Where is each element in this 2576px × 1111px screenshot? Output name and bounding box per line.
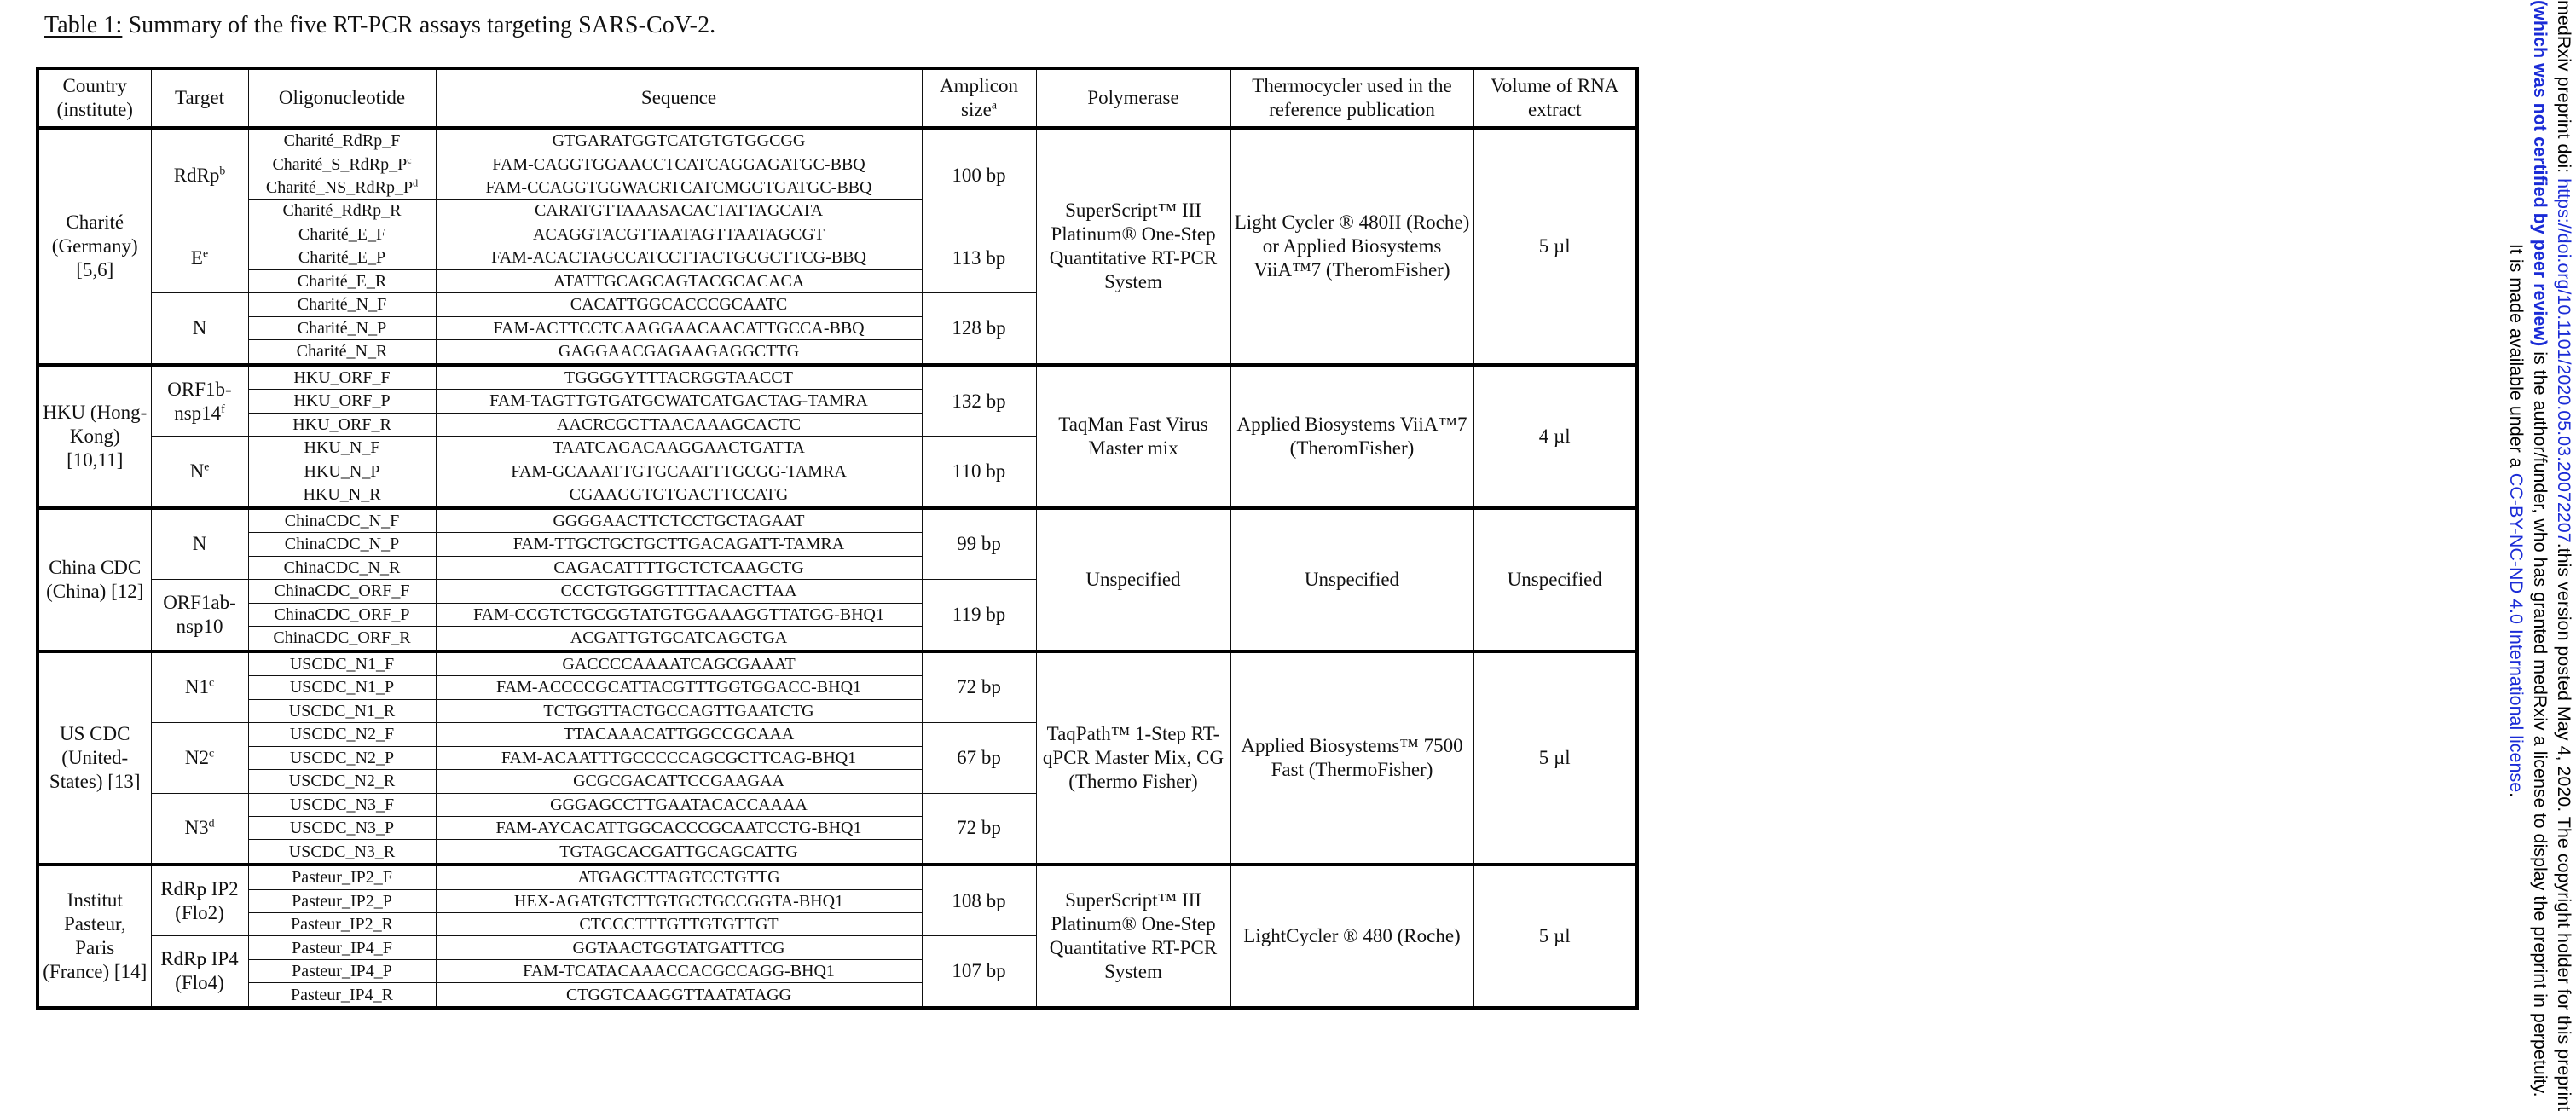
target-footnote: d [208,816,215,830]
cell-sequence: CTGGTCAAGGTTAATATAGG [436,983,922,1008]
cell-target [151,580,248,651]
cell-oligonucleotide [248,223,436,246]
sidenote-line-3 [2504,0,2528,1041]
sidenote-availability: It is made available under a [2506,243,2527,473]
cell-amplicon: 67 bp [922,723,1036,793]
cell-sequence: FAM-CCAGGTGGWACRTCATCMGGTGATGC-BBQ [436,176,922,199]
target-name: N [192,317,207,339]
cell-polymerase: Unspecified [1036,508,1230,651]
cell-oligonucleotide [248,676,436,699]
cell-oligonucleotide [248,817,436,840]
cell-sequence: TAATCAGACAAGGAACTGATTA [436,437,922,460]
oligo-name: USCDC_N3_P [289,819,395,838]
cell-country: China CDC (China) [12] [38,508,151,651]
oligo-name: HKU_ORF_R [292,414,391,434]
license-link[interactable]: CC-BY-NC-ND 4.0 International license [2506,472,2527,793]
cell-volume: 5 µl [1473,865,1637,1008]
assay-group [38,651,1637,865]
oligo-name: Pasteur_IP4_P [292,961,392,981]
cell-sequence: CAGACATTTTGCTCTCAAGCTG [436,556,922,579]
cell-target [151,793,248,865]
cell-oligonucleotide [248,340,436,365]
cell-amplicon: 110 bp [922,437,1036,508]
cell-amplicon: 128 bp [922,293,1036,365]
oligo-name: ChinaCDC_ORF_R [273,628,411,648]
header-row [38,68,1637,128]
cell-amplicon: 132 bp [922,365,1036,437]
cell-sequence: FAM-ACCCCGCATTACGTTTGGTGGACC-BHQ1 [436,676,922,699]
sidenote-license-text: is the author/funder, who has granted medRxiv a license to display the preprint in perpetuity. [2530,346,2550,1097]
cell-amplicon: 108 bp [922,865,1036,936]
oligo-name: HKU_N_P [304,461,380,481]
target-name: ORF1ab-nsp10 [163,591,236,637]
cell-sequence: GACCCCAAAATCAGCGAAAT [436,651,922,676]
cell-volume: 5 µl [1473,128,1637,365]
cell-sequence: CCCTGTGGGTTTTACACTTAA [436,580,922,603]
cell-oligonucleotide [248,200,436,223]
assay-table [36,67,1639,1010]
cell-thermocycler: Unspecified [1230,508,1473,651]
target-name: N2 [184,746,209,768]
cell-amplicon: 107 bp [922,936,1036,1008]
oligo-footnote: c [407,153,412,165]
cell-sequence: CARATGTTAAASACACTATTAGCATA [436,200,922,223]
oligo-name: USCDC_N2_P [289,748,395,767]
cell-thermocycler: Applied Biosystems™ 7500 Fast (ThermoFisher) [1230,651,1473,865]
cell-oligonucleotide [248,153,436,176]
header-volume: Volume of RNA extract [1473,68,1637,128]
cell-sequence: HEX-AGATGTCTTGTGCTGCCGGTA-BHQ1 [436,889,922,912]
cell-oligonucleotide [248,723,436,746]
cell-oligonucleotide [248,316,436,339]
cell-target [151,723,248,793]
cell-volume: 4 µl [1473,365,1637,508]
oligo-name: Charité_RdRp_F [283,131,401,151]
cell-sequence: TTACAAACATTGGCCGCAAA [436,723,922,746]
cell-sequence: FAM-AYCACATTGGCACCCGCAATCCTG-BHQ1 [436,817,922,840]
oligo-name: USCDC_N2_F [289,725,395,744]
oligo-name: USCDC_N3_R [288,842,396,861]
cell-sequence: GTGARATGGTCATGTGTGGCGG [436,128,922,153]
table-row [38,651,1637,676]
sidenote-period: . [2506,792,2527,798]
cell-oligonucleotide [248,176,436,199]
header-target: Target [151,68,248,128]
oligo-footnote: d [413,176,419,189]
oligo-name: HKU_ORF_F [293,367,391,387]
cell-sequence: GCGCGACATTCCGAAGAA [436,770,922,793]
cell-sequence: CGAAGGTGTGACTTCCATG [436,483,922,508]
cell-sequence: GGGAGCCTTGAATACACCAAAA [436,793,922,816]
assay-group [38,128,1637,365]
cell-sequence: ATGAGCTTAGTCCTGTTG [436,865,922,889]
oligo-name: ChinaCDC_N_F [284,511,400,530]
cell-oligonucleotide [248,390,436,413]
cell-sequence: GGGGAACTTCTCCTGCTAGAAT [436,508,922,533]
header-amplicon-text: Amplicon size [940,75,1018,120]
cell-sequence: FAM-TCATACAAACCACGCCAGG-BHQ1 [436,959,922,982]
cell-oligonucleotide [248,746,436,769]
cell-oligonucleotide [248,128,436,153]
cell-volume: Unspecified [1473,508,1637,651]
target-footnote: e [202,246,209,259]
cell-oligonucleotide [248,840,436,865]
cell-sequence: GGTAACTGGTATGATTTCG [436,936,922,959]
header-country: Country (institute) [38,68,151,128]
header-amplicon-footnote: a [991,98,997,112]
cell-amplicon: 100 bp [922,128,1036,223]
target-name: RdRp [173,165,220,187]
oligo-name: Charité_RdRp_R [282,201,402,221]
caption-label: Table 1: [44,12,123,38]
cell-sequence: FAM-GCAAATTGTGCAATTTGCGG-TAMRA [436,460,922,483]
cell-country: Institut Pasteur, Paris (France) [14] [38,865,151,1008]
target-footnote: c [209,746,215,760]
oligo-name: Charité_N_R [296,342,388,362]
cell-amplicon: 72 bp [922,651,1036,723]
cell-polymerase: SuperScript™ III Platinum® One-Step Quantitative RT-PCR System [1036,128,1230,365]
cell-oligonucleotide [248,483,436,508]
oligo-name: Charité_NS_RdRp_P [265,178,414,197]
oligo-name: USCDC_N1_R [288,701,396,720]
preprint-sidenote [2474,0,2576,1111]
cell-oligonucleotide [248,936,436,959]
cell-oligonucleotide [248,983,436,1008]
cell-oligonucleotide [248,508,436,533]
header-amplicon [922,68,1036,128]
oligo-name: ChinaCDC_N_P [284,535,400,554]
oligo-name: Pasteur_IP2_F [292,868,392,888]
cell-sequence: ACAGGTACGTTAATAGTTAATAGCGT [436,223,922,246]
target-footnote: e [204,460,210,473]
cell-target [151,936,248,1008]
cell-country: US CDC (United-States) [13] [38,651,151,865]
cell-sequence: FAM-ACACTAGCCATCCTTACTGCGCTTCG-BBQ [436,246,922,269]
cell-sequence: FAM-ACTTCCTCAAGGAACAACATTGCCA-BBQ [436,316,922,339]
cell-oligonucleotide [248,246,436,269]
cell-sequence: FAM-CAGGTGGAACCTCATCAGGAGATGC-BBQ [436,153,922,176]
caption-text: Summary of the five RT-PCR assays targeting SARS-CoV-2. [122,12,716,38]
sidenote-peer-review: (which was not certified by peer review) [2530,0,2550,347]
cell-polymerase: TaqMan Fast Virus Master mix [1036,365,1230,508]
oligo-name: USCDC_N2_R [288,772,396,791]
cell-oligonucleotide [248,460,436,483]
oligo-name: Charité_E_F [298,224,386,244]
cell-oligonucleotide [248,959,436,982]
cell-sequence: GAGGAACGAGAAGAGGCTTG [436,340,922,365]
cell-target [151,651,248,723]
cell-country: Charité (Germany) [5,6] [38,128,151,365]
table-row [38,128,1637,153]
sidenote-line-1 [2552,0,2576,1111]
cell-amplicon: 99 bp [922,508,1036,580]
oligo-name: Charité_N_P [297,318,387,338]
cell-sequence: FAM-ACAATTTGCCCCCAGCGCTTCAG-BHQ1 [436,746,922,769]
oligo-name: ChinaCDC_N_R [283,558,401,577]
oligo-name: HKU_N_R [303,485,381,505]
header-polymerase: Polymerase [1036,68,1230,128]
oligo-name: USCDC_N3_F [289,795,395,814]
cell-sequence: TCTGGTTACTGCCAGTTGAATCTG [436,699,922,722]
cell-oligonucleotide [248,770,436,793]
cell-sequence: FAM-TAGTTGTGATGCWATCATGACTAG-TAMRA [436,390,922,413]
target-name: E [190,246,203,269]
cell-oligonucleotide [248,603,436,626]
cell-oligonucleotide [248,437,436,460]
cell-oligonucleotide [248,651,436,676]
cell-target [151,128,248,223]
oligo-name: Pasteur_IP4_R [291,985,393,1004]
cell-country: HKU (Hong-Kong) [10,11] [38,365,151,508]
oligo-name: Pasteur_IP2_R [291,915,393,935]
assay-group [38,365,1637,508]
cell-oligonucleotide [248,293,436,316]
cell-oligonucleotide [248,269,436,292]
oligo-name: Pasteur_IP4_F [292,938,392,958]
cell-volume: 5 µl [1473,651,1637,865]
cell-sequence: AACRCGCTTAACAAAGCACTC [436,413,922,436]
cell-oligonucleotide [248,580,436,603]
table-caption [44,12,715,39]
oligo-name: Charité_N_F [297,295,387,315]
oligo-name: USCDC_N1_F [289,654,395,674]
sidenote-doi-label: medRxiv preprint doi: [2554,0,2574,179]
cell-thermocycler: LightCycler ® 480 (Roche) [1230,865,1473,1008]
oligo-name: Pasteur_IP2_P [292,891,392,911]
cell-sequence: FAM-CCGTCTGCGGTATGTGGAAAGGTTATGG-BHQ1 [436,603,922,626]
target-footnote: c [209,675,215,689]
cell-oligonucleotide [248,699,436,722]
oligo-name: HKU_N_F [304,438,380,458]
cell-amplicon: 113 bp [922,223,1036,292]
oligo-name: ChinaCDC_ORF_F [274,582,410,601]
target-name: N1 [184,676,209,698]
sidenote-version-text: .this version posted May 4, 2020. The copyright holder for this preprint [2554,542,2574,1111]
target-name: ORF1b-nsp14 [167,378,232,424]
cell-target [151,365,248,437]
target-name: N [189,460,205,482]
cell-oligonucleotide [248,533,436,556]
cell-target [151,293,248,365]
cell-thermocycler: Light Cycler ® 480II (Roche) or Applied Biosystems ViiA™7 (TheromFisher) [1230,128,1473,365]
cell-polymerase: TaqPath™ 1-Step RT-qPCR Master Mix, CG (Thermo Fisher) [1036,651,1230,865]
cell-oligonucleotide [248,793,436,816]
cell-amplicon: 119 bp [922,580,1036,651]
cell-sequence: CTCCCTTTGTTGTGTTGT [436,913,922,936]
target-footnote: f [221,401,225,414]
assay-group [38,865,1637,1008]
doi-link[interactable]: https://doi.org/10.1101/2020.05.03.20072207 [2554,178,2574,543]
target-name: N3 [184,817,209,839]
cell-oligonucleotide [248,627,436,651]
cell-thermocycler: Applied Biosystems ViiA™7 (TheromFisher) [1230,365,1473,508]
cell-sequence: ACGATTGTGCATCAGCTGA [436,627,922,651]
assay-group [38,508,1637,651]
target-footnote: b [219,164,226,177]
header-oligonucleotide: Oligonucleotide [248,68,436,128]
table-row [38,365,1637,390]
cell-sequence: ATATTGCAGCAGTACGCACACA [436,269,922,292]
cell-oligonucleotide [248,556,436,579]
cell-sequence: TGTAGCACGATTGCAGCATTG [436,840,922,865]
sidenote-line-2 [2528,0,2552,1097]
cell-amplicon: 72 bp [922,793,1036,865]
table-row [38,508,1637,533]
cell-target [151,437,248,508]
header-thermocycler: Thermocycler used in the reference publication [1230,68,1473,128]
cell-oligonucleotide [248,913,436,936]
oligo-name: Charité_S_RdRp_P [272,154,408,174]
oligo-name: Charité_E_R [297,271,387,291]
cell-target [151,223,248,292]
cell-target [151,865,248,936]
cell-sequence: TGGGGYTTTACRGGTAACCT [436,365,922,390]
oligo-name: HKU_ORF_P [293,391,391,411]
cell-sequence: FAM-TTGCTGCTGCTTGACAGATT-TAMRA [436,533,922,556]
table-row [38,865,1637,889]
target-name: RdRp IP4 (Flo4) [160,948,239,994]
cell-oligonucleotide [248,413,436,436]
header-sequence: Sequence [436,68,922,128]
cell-polymerase: SuperScript™ III Platinum® One-Step Quantitative RT-PCR System [1036,865,1230,1008]
cell-oligonucleotide [248,865,436,889]
target-name: N [192,533,207,555]
cell-sequence: CACATTGGCACCCGCAATC [436,293,922,316]
cell-target [151,508,248,580]
oligo-name: ChinaCDC_ORF_P [274,605,410,624]
oligo-name: Charité_E_P [298,248,386,268]
oligo-name: USCDC_N1_P [289,678,395,697]
target-name: RdRp IP2 (Flo2) [160,877,239,923]
cell-oligonucleotide [248,365,436,390]
cell-oligonucleotide [248,889,436,912]
